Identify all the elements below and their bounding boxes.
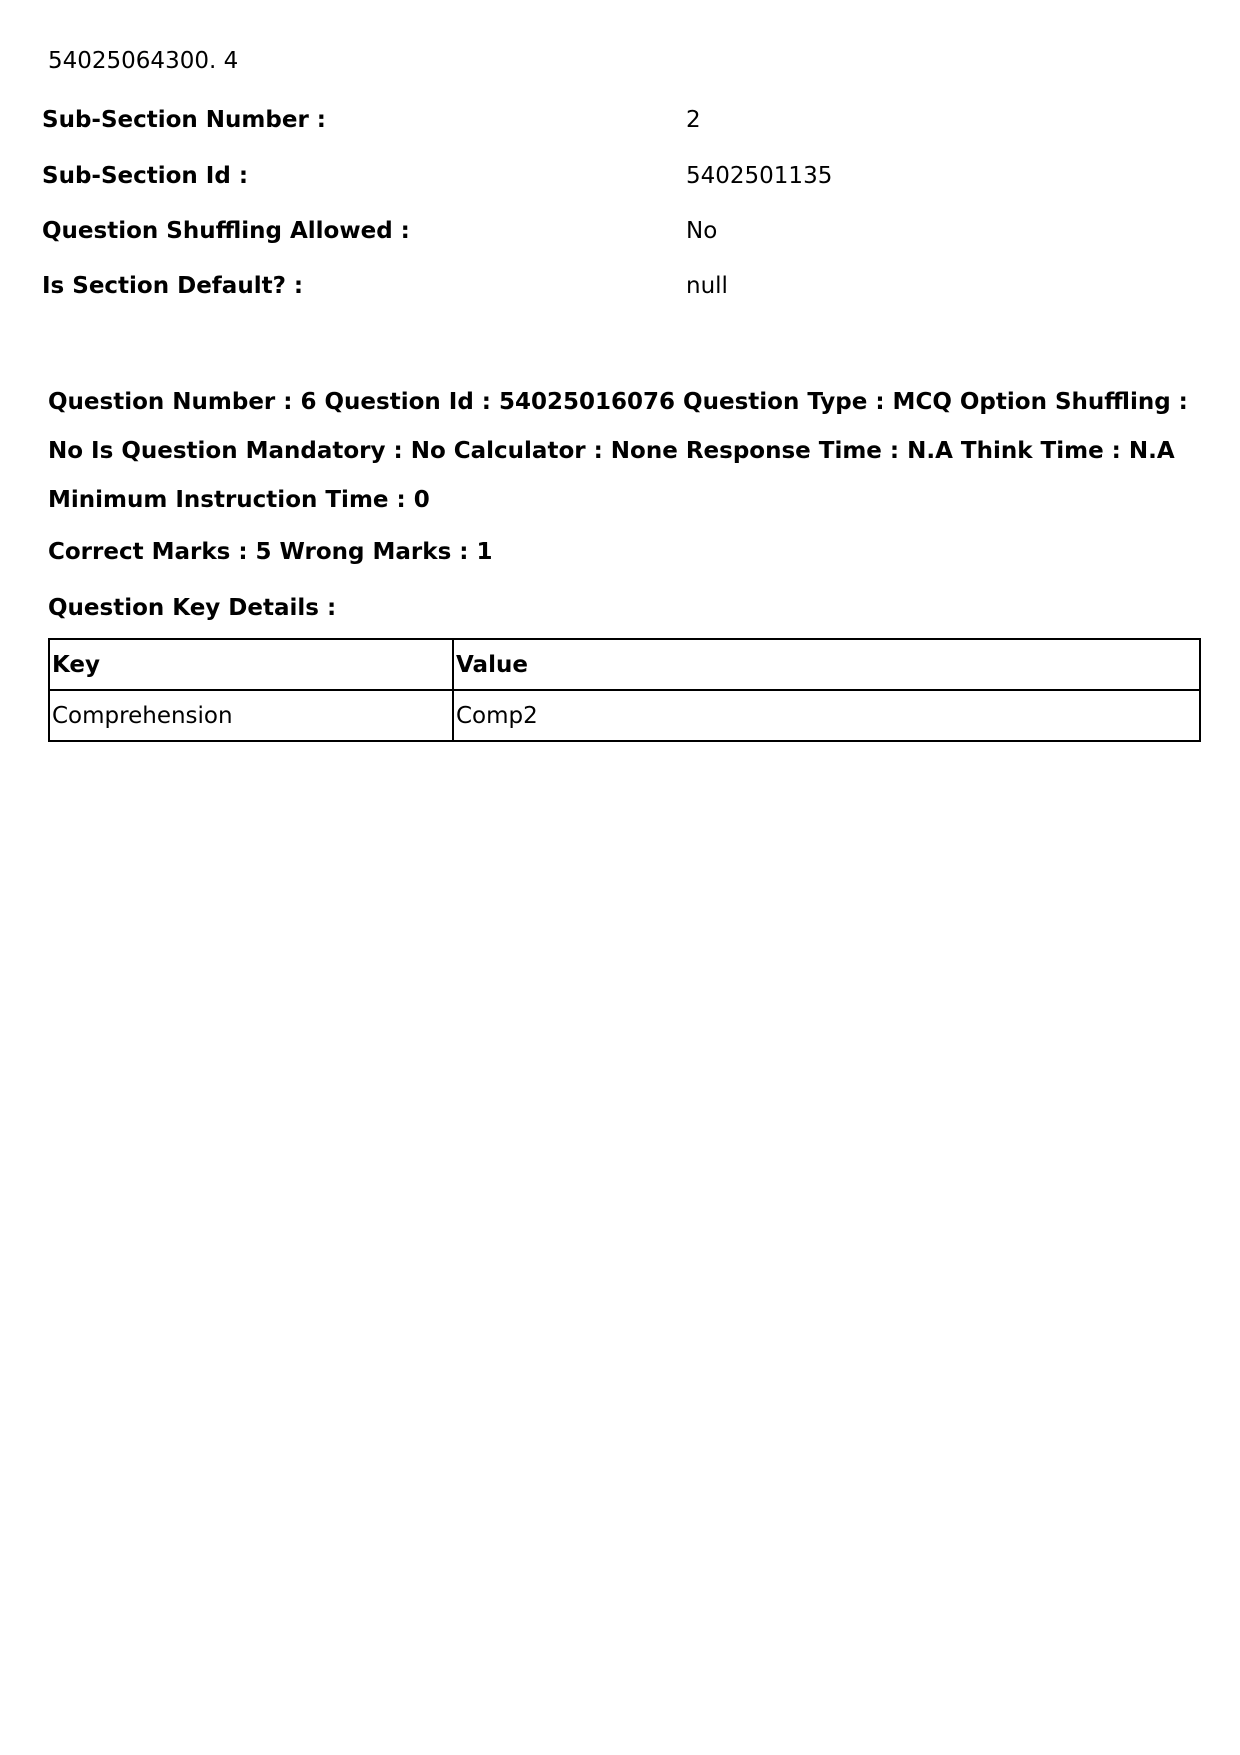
marks-line: Correct Marks : 5 Wrong Marks : 1 [48,539,493,565]
question-info: Question Number : 6 Question Id : 54025016076 Question Type : MCQ Option Shuffling : No Is Question Mandatory : No Calculator : None Response Time : N.A Think Time : N.A Minimum Instruction Time : 0 [48,389,1188,513]
key-header: Key [49,639,453,690]
subsection-number-value: 2 [686,107,701,133]
subsection-id-label: Sub-Section Id : [42,163,249,189]
value-cell: Comp2 [453,690,1200,741]
table-row [49,690,1200,741]
key-cell: Comprehension [49,690,453,741]
question-shuffling-row [42,215,1192,247]
subsection-id-row [42,160,1192,192]
key-details-table [48,638,1201,742]
section-default-label: Is Section Default? : [42,273,304,299]
table-header-row [49,639,1200,690]
subsection-number-label: Sub-Section Number : [42,107,327,133]
subsection-id-value: 5402501135 [686,163,833,189]
option-line: 54025064300. 4 [48,48,239,74]
question-shuffling-value: No [686,218,718,244]
question-shuffling-label: Question Shuffling Allowed : [42,218,410,244]
value-header: Value [453,639,1200,690]
key-details-title: Question Key Details : [48,595,337,621]
section-default-value: null [686,273,728,299]
section-default-row [42,270,1192,302]
subsection-number-row [42,104,1192,136]
